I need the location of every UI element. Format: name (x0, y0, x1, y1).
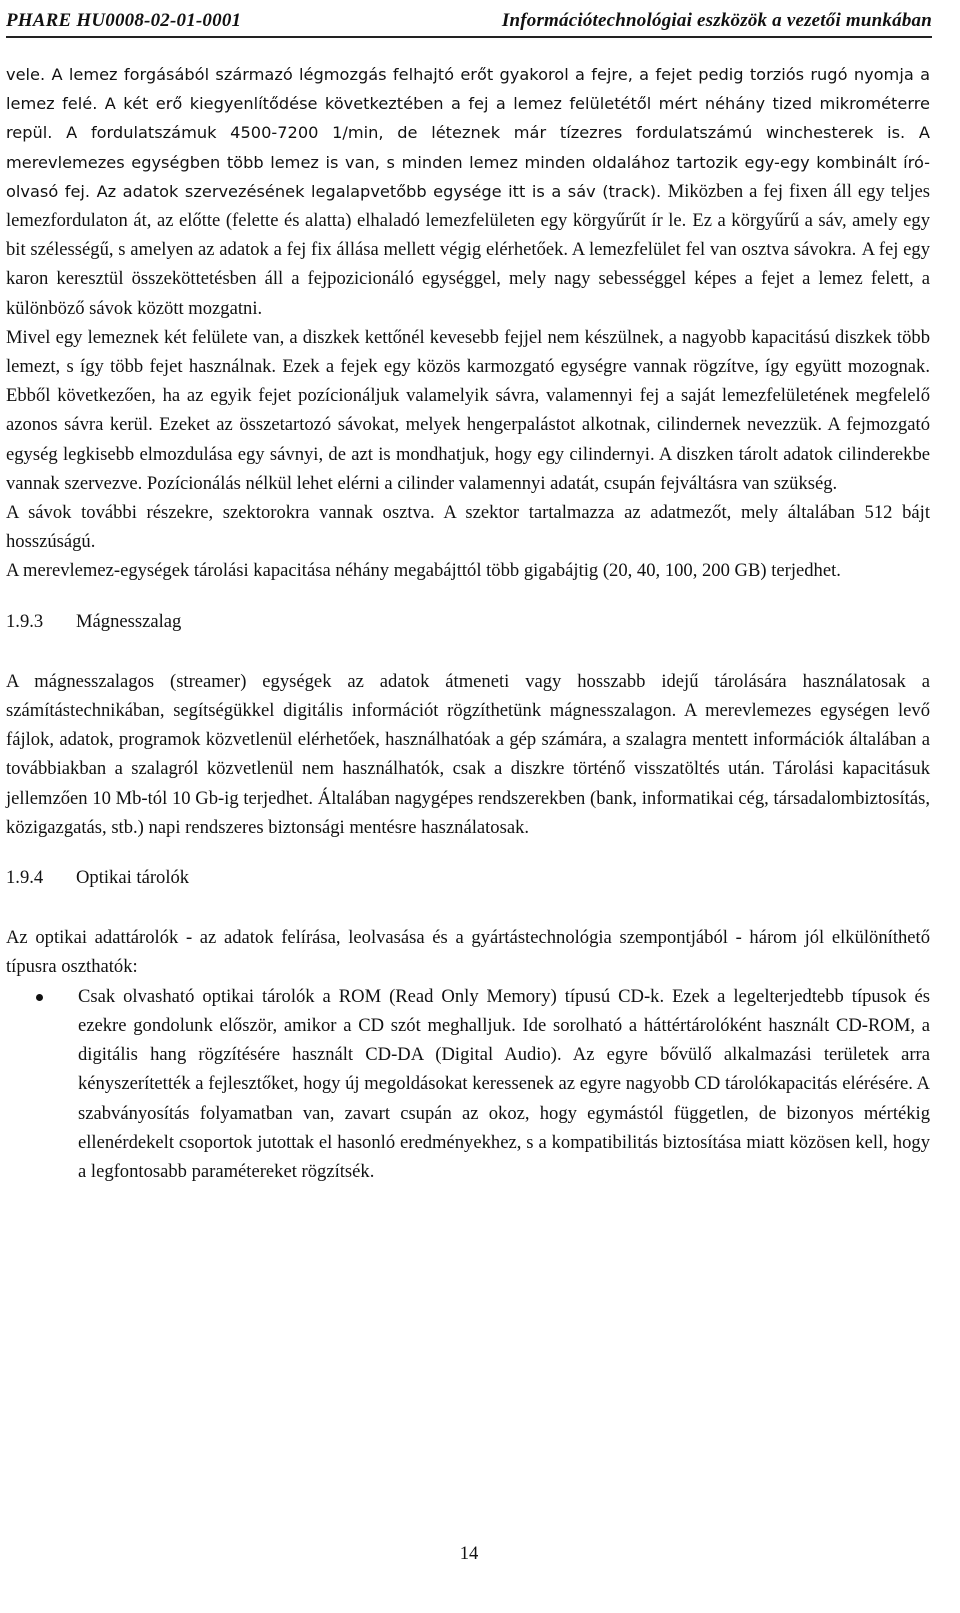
page-header (6, 2, 932, 38)
paragraph-segment-a: vele. A lemez forgásából származó légmozgás felhajtó erőt gyakorol a fejre, a fejet pedig torziós rugó nyomja a lemez felé. A két erő kiegyenlítődése következtében a fej a lemez felületétől mért néhány tized mikrométerre repül. A fordulatszámuk 4500-7200 1/min, de léteznek már tízezres fordulatszámú winchesterek is. A merevlemezes egységben több lemez is van, s minden lemez minden oldalához tartozik egy-egy kombinált író-olvasó fej. Az adatok szervezésének legalapvetőbb egysége itt is a sáv (track). (6, 65, 930, 201)
section-title: Mágnesszalag (76, 610, 182, 632)
bullet-icon (36, 994, 43, 1001)
list-item (6, 982, 930, 1186)
section-heading-magnetic-tape (6, 607, 930, 636)
paragraph-sectors: A sávok további részekre, szektorokra vannak osztva. A szektor tartalmazza az adatmezőt, mely általában 512 bájt hosszúságú. (6, 502, 930, 553)
section-heading-optical-storage (6, 863, 930, 892)
section-number: 1.9.3 (6, 610, 44, 632)
paragraph-segment-c: Ez a körgyűrű a sáv, amely egy bit szélességű, s amelyen az adatok a fej fix állása mellett végig elérhetőek. A lemezfelület fel van osztva sávokra. (6, 210, 930, 261)
paragraph-capacity: A merevlemez-egységek tárolási kapacitása néhány megabájttól több gigabájtig (20, 40, 100, 200 GB) terjedhet. (6, 560, 841, 582)
header-document-title: Információtechnológiai eszközök a vezetői munkában (501, 10, 932, 31)
list-item-text: Csak olvasható optikai tárolók a ROM (Read Only Memory) típusú CD-k. Ezek a legelterjedtebb típusok és ezekre gondolunk először, amikor a CD szót meghalljuk. Ide sorolható a háttértárolóként használt CD-ROM, a digitális hang rögzítésére használt CD-DA (Digital Audio). Az egyre bővülő alkalmazási területek arra kényszerítették a fejlesztőket, hogy új megoldásokat keressenek az egyre nagyobb CD tárolókapacitás elérésére. A szabványosítás folyamatban van, zavart csupán az okoz, hogy egymástól független, de bizonyos mértékig ellenérdekelt csoportok jutottak el hasonló eredményekhez, s a kompatibilitás biztosítása miatt közösen kell, hogy a legfontosabb paramétereket rögzítsék. (78, 985, 930, 1182)
body-text (6, 60, 930, 1186)
paragraph-magnetic-tape: A mágnesszalagos (streamer) egységek az adatok átmeneti vagy hosszabb idejű tárolására használatosak a számítástechnikában, segítségükkel digitális információt rögzíthetünk mágnesszalagon. A merevlemezes egységen levő fájlok, adatok, programok közvetlenül elérhetőek, használhatóak a gép számára, a szalagra mentett információk általában a továbbiakban a szalagról közvetlenül nem használhatók, csak a diszkre történő visszatöltés után. Tárolási kapacitásuk jellemzően 10 Mb-tól 10 Gb-ig terjedhet. Általában nagygépes rendszerekben (bank, informatikai cég, társadalombiztosítás, közigazgatás, stb.) napi rendszeres biztonsági mentésre használatosak. (6, 670, 930, 838)
paragraph-hard-disk-heads (6, 60, 930, 323)
paragraph-optical-intro: Az optikai adattárolók - az adatok felírása, leolvasása és a gyártástechnológia szempontjából - három jól elkülöníthető típusra oszthatók: (6, 927, 930, 978)
section-title: Optikai tárolók (76, 867, 190, 889)
paragraph-segment-d: A fej egy karon keresztül összeköttetésben áll a fejpozicionáló egységgel, mely nagy sebességgel képes a fejet a lemez felett, a különböző sávok között mozgatni. (6, 239, 930, 319)
header-project-code: PHARE HU0008-02-01-0001 (6, 10, 242, 31)
page-number: 14 (459, 1543, 479, 1564)
section-number: 1.9.4 (6, 867, 44, 889)
paragraph-cylinders: Mivel egy lemeznek két felülete van, a diszkek kettőnél kevesebb fejjel nem készülnek, a nagyobb kapacitású diszkek több lemezt, s így több fejet használnak. Ezek a fejek egy közös karmozgató egységre vannak rögzítve, így együtt mozognak. Ebből következően, ha az egyik fejet pozícionáljuk valamelyik sávra, valamennyi fej a saját lemezfelületének megfelelő azonos sávra kerül. Ezeket az összetartozó sávokat, melyek hengerpalástot alkotnak, cilindernek nevezzük. A fejmozgató egység legkisebb elmozdulása egy sávnyi, de azt is mondhatjuk, hogy egy cilindernyi. A diszken tárolt adatok cilinderekbe vannak szervezve. Pozícionálás nélkül lehet elérni a cilinder valamennyi adatát, csupán fejváltásra van szükség. (6, 326, 930, 494)
paragraph-segment-b: Miközben a fej fixen áll egy teljes lemezfordulaton át, az előtte (felette és alatta) elhaladó lemezfelületen egy körgyűrűt ír le. (6, 180, 930, 232)
